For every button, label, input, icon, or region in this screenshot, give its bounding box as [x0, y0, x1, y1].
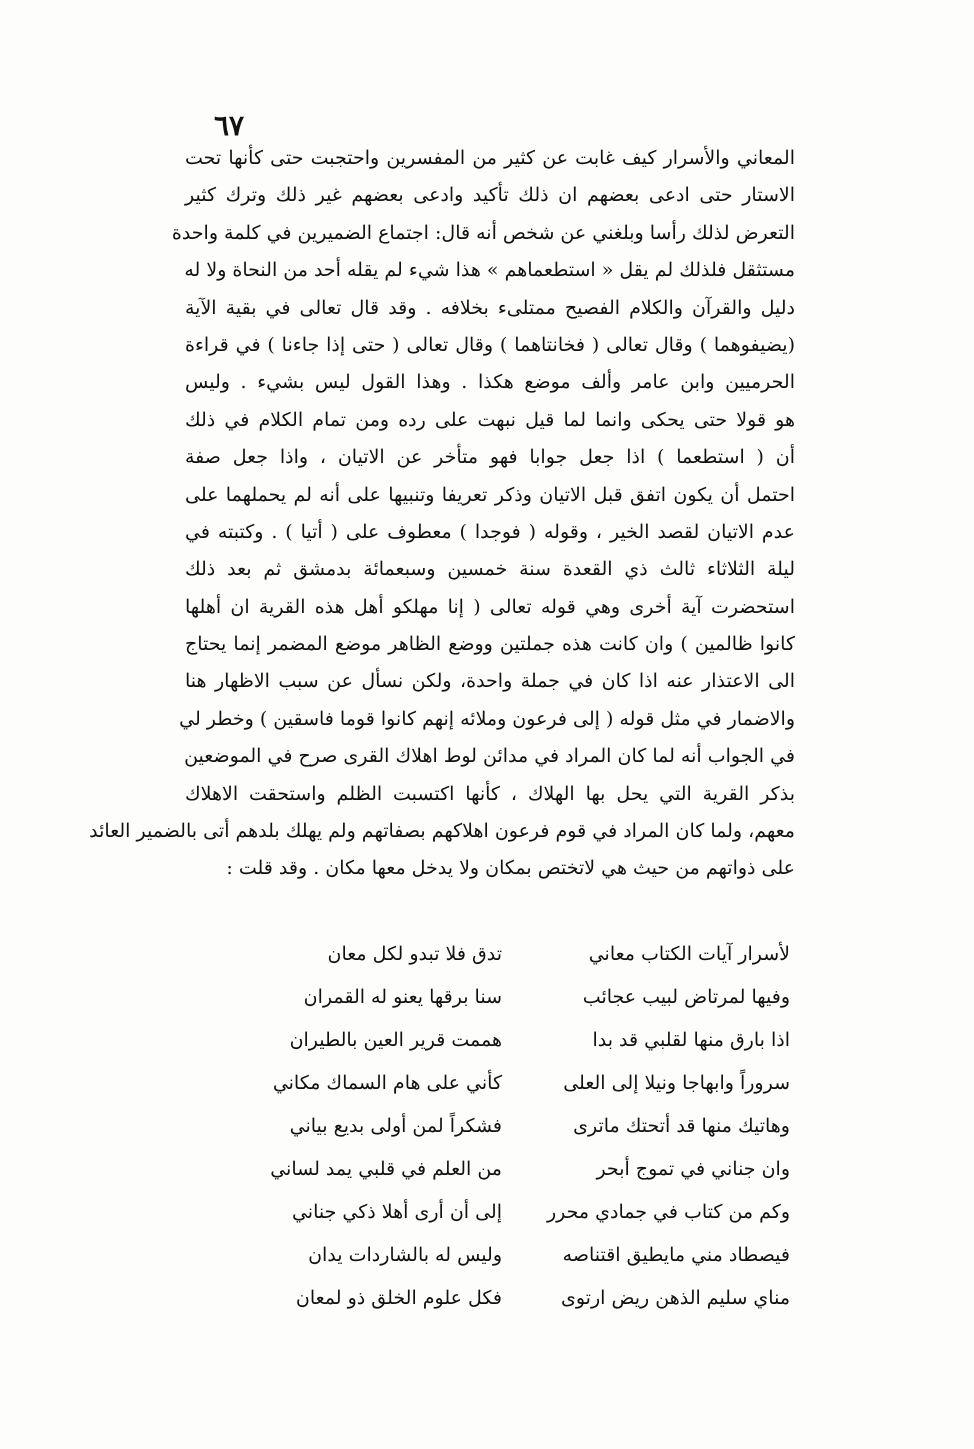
prose-line: في الجواب أنه لما كان المراد في مدائن لوط اهلاك القرى صرح في الموضعين — [184, 745, 795, 768]
poem-first-hemistich: سروراً وابهاجا ونيلا إلى العلى — [563, 1072, 790, 1094]
prose-line: ليلة الثلاثاء ثالث ذي القعدة سنة خمسين وسبعمائة بدمشق ثم بعد ذلك — [185, 558, 795, 581]
poem-verse — [240, 1062, 790, 1105]
prose-line: الحرميين وابن عامر وألف موضع هكذا . وهذا القول ليس بشيء . وليس — [185, 371, 795, 394]
poem-first-hemistich: لأسرار آيات الكتاب معاني — [588, 943, 790, 965]
prose-line: الاستار حتى ادعى بعضهم ان ذلك تأكيد وادعى بعضهم غير ذلك وترك كثير — [185, 184, 795, 207]
prose-line: المعاني والأسرار كيف غابت عن كثير من المفسرين واحتجبت حتى كأنها تحت — [185, 147, 795, 169]
prose-line: مستثقل فلذلك لم يقل « استطعماهم » هذا شيء لم يقله أحد من النحاة ولا له — [184, 259, 795, 282]
prose-line: على ذواتهم من حيث هي لاتختص بمكان ولا يدخل معها مكان . وقد قلت : — [226, 857, 795, 880]
prose-line: (يضيفوهما ) وقال تعالى ( فخانتاهما ) وقال تعالى ( حتى إذا جاءنا ) في قراءة — [185, 333, 795, 356]
poem-first-hemistich: فيصطاد مني مايطيق اقتناصه — [562, 1244, 790, 1266]
poem-verse — [240, 1148, 790, 1191]
prose-line: التعرض لذلك رأسا وبلغني عن شخص أنه قال: اجتماع الضميرين في كلمة واحدة — [171, 221, 795, 244]
poem-first-hemistich: وهاتيك منها قد أتحتك ماترى — [573, 1115, 790, 1137]
poem-block — [240, 933, 790, 1320]
poem-second-hemistich: فكل علوم الخلق ذو لمعان — [295, 1287, 502, 1309]
poem-second-hemistich: سنا برقها يعنو له القمران — [303, 986, 502, 1008]
poem-first-hemistich: وكم من كتاب في جمادي محرر — [546, 1201, 790, 1223]
poem-first-hemistich: مناي سليم الذهن ريض ارتوى — [560, 1287, 790, 1309]
prose-block — [89, 140, 795, 888]
poem-first-hemistich: وفيها لمرتاض لبيب عجائب — [582, 986, 790, 1008]
poem-verse — [240, 976, 790, 1019]
prose-line: هو قولا حتى يحكى وانما لما قيل نبهت على رده ومن تمام الكلام في ذلك — [185, 408, 795, 431]
prose-line: الى الاعتذار عنه اذا كان في جملة واحدة، ولكن نسأل عن سبب الاظهار هنا — [185, 670, 795, 693]
poem-second-hemistich: وليس له بالشاردات يدان — [308, 1244, 502, 1266]
poem-second-hemistich: من العلم في قلبي يمد لساني — [270, 1158, 502, 1180]
poem-verse — [240, 1191, 790, 1234]
prose-line: كانوا ظالمين ) وان كانت هذه جملتين ووضع الظاهر موضع المضمر إنما يحتاج — [185, 633, 795, 656]
poem-second-hemistich: إلى أن أرى أهلا ذكي جناني — [291, 1201, 502, 1223]
poem-verse — [240, 1277, 790, 1320]
prose-line: استحضرت آية أخرى وهي قوله تعالى ( إنا مهلكو أهل هذه القرية ان أهلها — [185, 595, 795, 618]
poem-verse — [240, 1105, 790, 1148]
prose-line: دليل والقرآن والكلام الفصيح ممتلىء بخلافه . وقد قال تعالى في بقية الآية — [185, 296, 795, 319]
prose-line: احتمل أن يكون اتفق قبل الاتيان وذكر تعريفا وتنبيها على أنه لم يحملهما على — [185, 483, 795, 506]
prose-line: عدم الاتيان لقصد الخير ، وقوله ( فوجدا ) معطوف على ( أتيا ) . وكتبته في — [185, 520, 795, 543]
page-number: ٦٧ — [214, 109, 245, 142]
poem-verse — [240, 933, 790, 976]
poem-second-hemistich: تدق فلا تبدو لكل معان — [327, 943, 502, 965]
prose-line: أن ( استطعما ) اذا جعل جوابا فهو متأخر عن الاتيان ، واذا جعل صفة — [185, 446, 795, 469]
prose-line: معهم، ولما كان المراد في قوم فرعون اهلاكهم بصفاتهم ولم يهلك بلدهم أتى بالضمير العائد — [89, 820, 795, 843]
poem-second-hemistich: كأني على هام السماك مكاني — [272, 1072, 502, 1094]
poem-second-hemistich: فشكراً لمن أولى بديع بياني — [289, 1115, 502, 1137]
prose-line: والاضمار في مثل قوله ( إلى فرعون وملائه إنهم كانوا قوما فاسقين ) وخطر لي — [179, 707, 795, 730]
poem-verse — [240, 1234, 790, 1277]
poem-first-hemistich: وان جناني في تموج أبحر — [596, 1158, 790, 1180]
prose-line: بذكر القرية التي يحل بها الهلاك ، كأنها اكتسبت الظلم واستحقت الاهلاك — [185, 782, 795, 805]
poem-first-hemistich: اذا بارق منها لقلبي قد بدا — [592, 1029, 790, 1051]
poem-verse — [240, 1019, 790, 1062]
poem-second-hemistich: هممت قرير العين بالطيران — [289, 1029, 502, 1051]
